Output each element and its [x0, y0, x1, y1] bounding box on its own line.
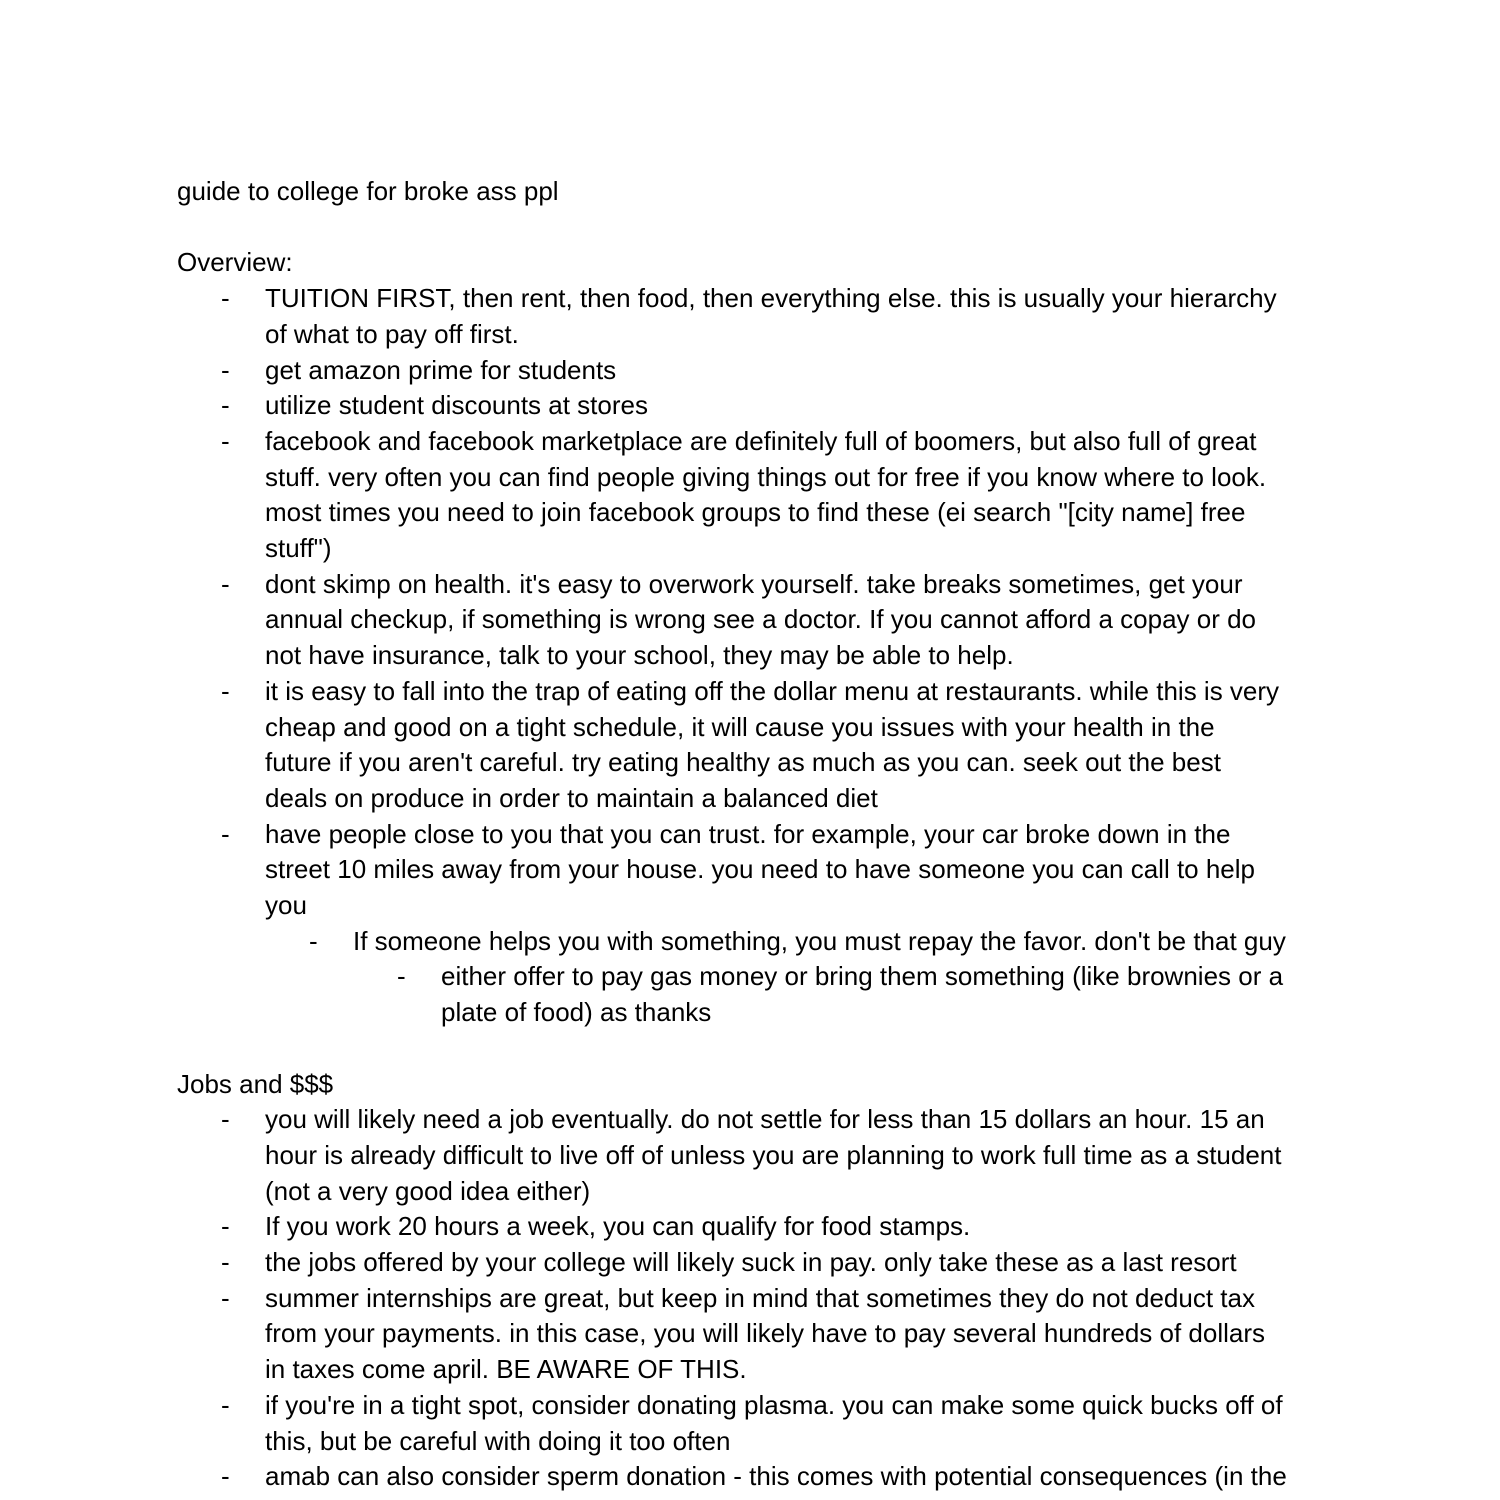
text-line: you will likely need a job eventually. do not settle for less than 15 dollars an hour. 15 an [265, 1104, 1265, 1135]
bullet-dash: - [221, 354, 230, 385]
list-item [177, 1459, 1337, 1495]
bullet-dash: - [309, 925, 318, 956]
bullet-dash: - [221, 675, 230, 706]
list-item-text [265, 1459, 1337, 1495]
list-item [177, 567, 1337, 674]
list-item [177, 1281, 1337, 1388]
spacer [177, 210, 1337, 246]
text-line: you [265, 890, 307, 921]
list-item [177, 353, 1337, 389]
bullet-dash: - [221, 818, 230, 849]
text-line: future if you aren't careful. try eating healthy as much as you can. seek out the best [265, 747, 1221, 778]
list-item-text [265, 388, 1337, 424]
text-line: annual checkup, if something is wrong see a doctor. If you cannot afford a copay or do [265, 604, 1257, 635]
text-line: utilize student discounts at stores [265, 390, 648, 421]
section-heading: Jobs and $$$ [177, 1068, 334, 1099]
bullet-dash: - [221, 1247, 230, 1278]
text-line: If someone helps you with something, you must repay the favor. don't be that guy [353, 925, 1286, 956]
list-item [177, 281, 1337, 352]
text-line: get amazon prime for students [265, 354, 617, 385]
text-line: facebook and facebook marketplace are definitely full of boomers, but also full of great [265, 425, 1257, 456]
list-item [177, 674, 1337, 817]
text-line: cheap and good on a tight schedule, it will cause you issues with your health in the [265, 711, 1215, 742]
text-line: not have insurance, talk to your school, they may be able to help. [265, 640, 1014, 671]
text-line: the jobs offered by your college will likely suck in pay. only take these as a last resort [265, 1247, 1237, 1278]
bullet-dash: - [221, 390, 230, 421]
list-item [177, 1388, 1337, 1459]
text-line: summer internships are great, but keep in mind that sometimes they do not deduct tax [265, 1282, 1255, 1313]
section-heading: Overview: [177, 247, 293, 278]
sections-container [177, 245, 1337, 1495]
text-line: from your payments. in this case, you will likely have to pay several hundreds of dollars [265, 1318, 1266, 1349]
text-line: this, but be careful with doing it too often [265, 1425, 731, 1456]
bullet-dash: - [221, 568, 230, 599]
spacer [177, 1031, 1337, 1067]
text-line: of what to pay off first. [265, 318, 519, 349]
bullet-dash: - [221, 1211, 230, 1242]
text-line: stuff. very often you can find people giving things out for free if you know where to look. [265, 461, 1267, 492]
document-body [177, 174, 1337, 1495]
bullet-list [177, 1102, 1337, 1495]
list-item [177, 924, 1337, 960]
list-item [177, 1245, 1337, 1281]
list-item-text [353, 924, 1337, 960]
bullet-dash: - [221, 425, 230, 456]
list-item [177, 1209, 1337, 1245]
bullet-dash: - [221, 1461, 230, 1492]
bullet-dash: - [221, 1104, 230, 1135]
bullet-dash: - [397, 961, 406, 992]
list-item [177, 959, 1337, 1030]
text-line: stuff") [265, 533, 332, 564]
text-line: dont skimp on health. it's easy to overwork yourself. take breaks sometimes, get your [265, 568, 1243, 599]
list-item-text [265, 817, 1337, 924]
list-item-text [265, 674, 1337, 817]
list-item-text [265, 353, 1337, 389]
text-line: have people close to you that you can trust. for example, your car broke down in the [265, 818, 1231, 849]
list-item-text [265, 1245, 1337, 1281]
bullet-dash: - [221, 283, 230, 314]
list-item-text [265, 1102, 1337, 1209]
list-item [177, 817, 1337, 924]
text-line: either offer to pay gas money or bring them something (like brownies or a [441, 961, 1284, 992]
text-line: plate of food) as thanks [441, 997, 712, 1028]
text-line: deals on produce in order to maintain a balanced diet [265, 782, 878, 813]
list-item-text [265, 1281, 1337, 1388]
list-item [177, 1102, 1337, 1209]
list-item-text [441, 959, 1337, 1030]
bullet-list [177, 281, 1337, 1031]
bullet-dash: - [221, 1389, 230, 1420]
text-line: it is easy to fall into the trap of eating off the dollar menu at restaurants. while this is very [265, 675, 1280, 706]
list-item [177, 424, 1337, 567]
list-item [177, 388, 1337, 424]
text-line: hour is already difficult to live off of unless you are planning to work full time as a student [265, 1139, 1282, 1170]
list-item-text [265, 424, 1337, 567]
list-item-text [265, 281, 1337, 352]
bullet-dash: - [221, 1282, 230, 1313]
text-line: amab can also consider sperm donation - this comes with potential consequences (in the [265, 1461, 1287, 1492]
text-line: (not a very good idea either) [265, 1175, 591, 1206]
text-line: If you work 20 hours a week, you can qualify for food stamps. [265, 1211, 971, 1242]
list-item-text [265, 567, 1337, 674]
text-line: most times you need to join facebook groups to find these (ei search "[city name] free [265, 497, 1246, 528]
text-line: TUITION FIRST, then rent, then food, then everything else. this is usually your hierarchy [265, 283, 1277, 314]
list-item-text [265, 1209, 1337, 1245]
text-line: in taxes come april. BE AWARE OF THIS. [265, 1354, 747, 1385]
document-title: guide to college for broke ass ppl [177, 176, 559, 206]
text-line: if you're in a tight spot, consider donating plasma. you can make some quick bucks off of [265, 1389, 1283, 1420]
list-item-text [265, 1388, 1337, 1459]
text-line: street 10 miles away from your house. you need to have someone you can call to help [265, 854, 1256, 885]
